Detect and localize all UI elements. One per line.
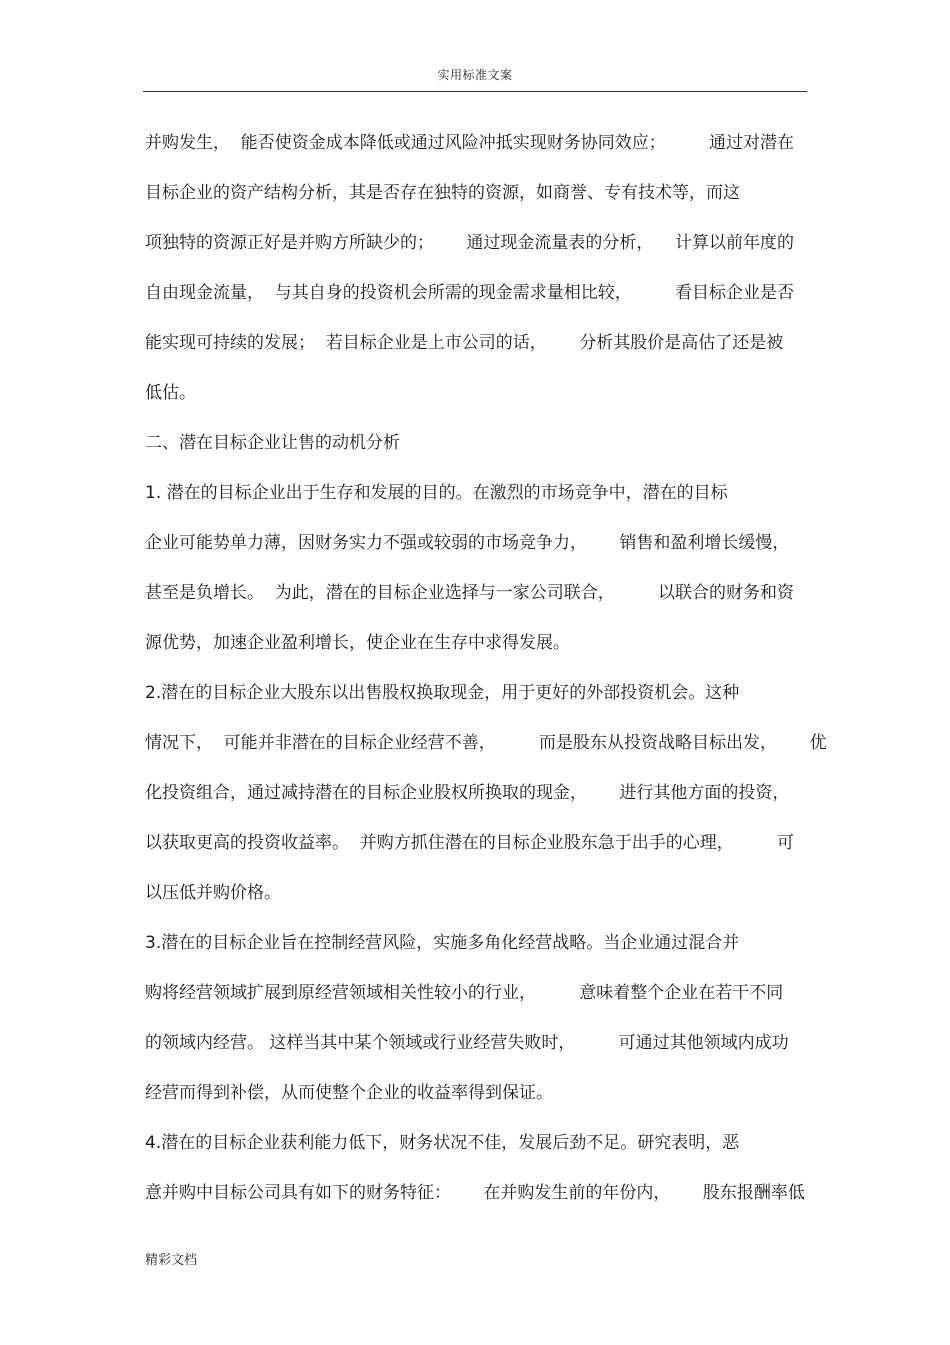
header-rule [143, 91, 807, 92]
body-line: 化投资组合，通过减持潜在的目标企业股权所换取的现金， 进行其他方面的投资， [145, 783, 790, 803]
body-line: 以获取更高的投资收益率。 并购方抓住潜在的目标企业股东急于出手的心理， 可 [145, 833, 795, 853]
body-line: 甚至是负增长。 为此，潜在的目标企业选择与一家公司联合， 以联合的财务和资 [145, 583, 795, 603]
body-line: 2.潜在的目标企业大股东以出售股权换取现金，用于更好的外部投资机会。这种 [145, 683, 740, 703]
body-line: 企业可能势单力薄，因财务实力不强或较弱的市场竞争力， 销售和盈利增长缓慢， [145, 533, 790, 553]
body-line: 以压低并购价格。 [145, 883, 281, 903]
body-line: 3.潜在的目标企业旨在控制经营风险，实施多角化经营战略。当企业通过混合并 [145, 933, 740, 953]
body-line: 情况下， 可能并非潜在的目标企业经营不善， 而是股东从投资战略目标出发， 优 [145, 733, 827, 753]
body-line: 目标企业的资产结构分析，其是否存在独特的资源，如商誉、专有技术等，而这 [145, 183, 740, 203]
body-line: 源优势，加速企业盈利增长，使企业在生存中求得发展。 [145, 633, 570, 653]
body-line: 经营而得到补偿，从而使整个企业的收益率得到保证。 [145, 1083, 553, 1103]
body-line: 能实现可持续的发展； 若目标企业是上市公司的话， 分析其股价是高估了还是被 [145, 333, 784, 353]
body-line: 项独特的资源正好是并购方所缺少的； 通过现金流量表的分析， 计算以前年度的 [145, 233, 795, 253]
body-line: 低估。 [145, 383, 196, 403]
body-line: 1. 潜在的目标企业出于生存和发展的目的。在激烈的市场竞争中，潜在的目标 [145, 483, 728, 503]
body-line: 意并购中目标公司具有如下的财务特征： 在并购发生前的年份内， 股东报酬率低 [145, 1183, 805, 1203]
body-line: 的领域内经营。 这样当其中某个领域或行业经营失败时， 可通过其他领域内成功 [145, 1033, 789, 1053]
page-footer: 精彩文档 [145, 1253, 198, 1268]
page-header: 实用标准文案 [437, 68, 513, 82]
body-line: 自由现金流量， 与其自身的投资机会所需的现金需求量相比较， 看目标企业是否 [145, 283, 795, 303]
body-line: 4.潜在的目标企业获利能力低下，财务状况不佳，发展后劲不足。研究表明，恶 [145, 1133, 740, 1153]
body-line: 并购发生， 能否使资金成本降低或通过风险冲抵实现财务协同效应； 通过对潜在 [145, 133, 795, 153]
section-heading: 二、潜在目标企业让售的动机分析 [145, 433, 400, 453]
body-line: 购将经营领域扩展到原经营领域相关性较小的行业， 意味着整个企业在若干不同 [145, 983, 784, 1003]
